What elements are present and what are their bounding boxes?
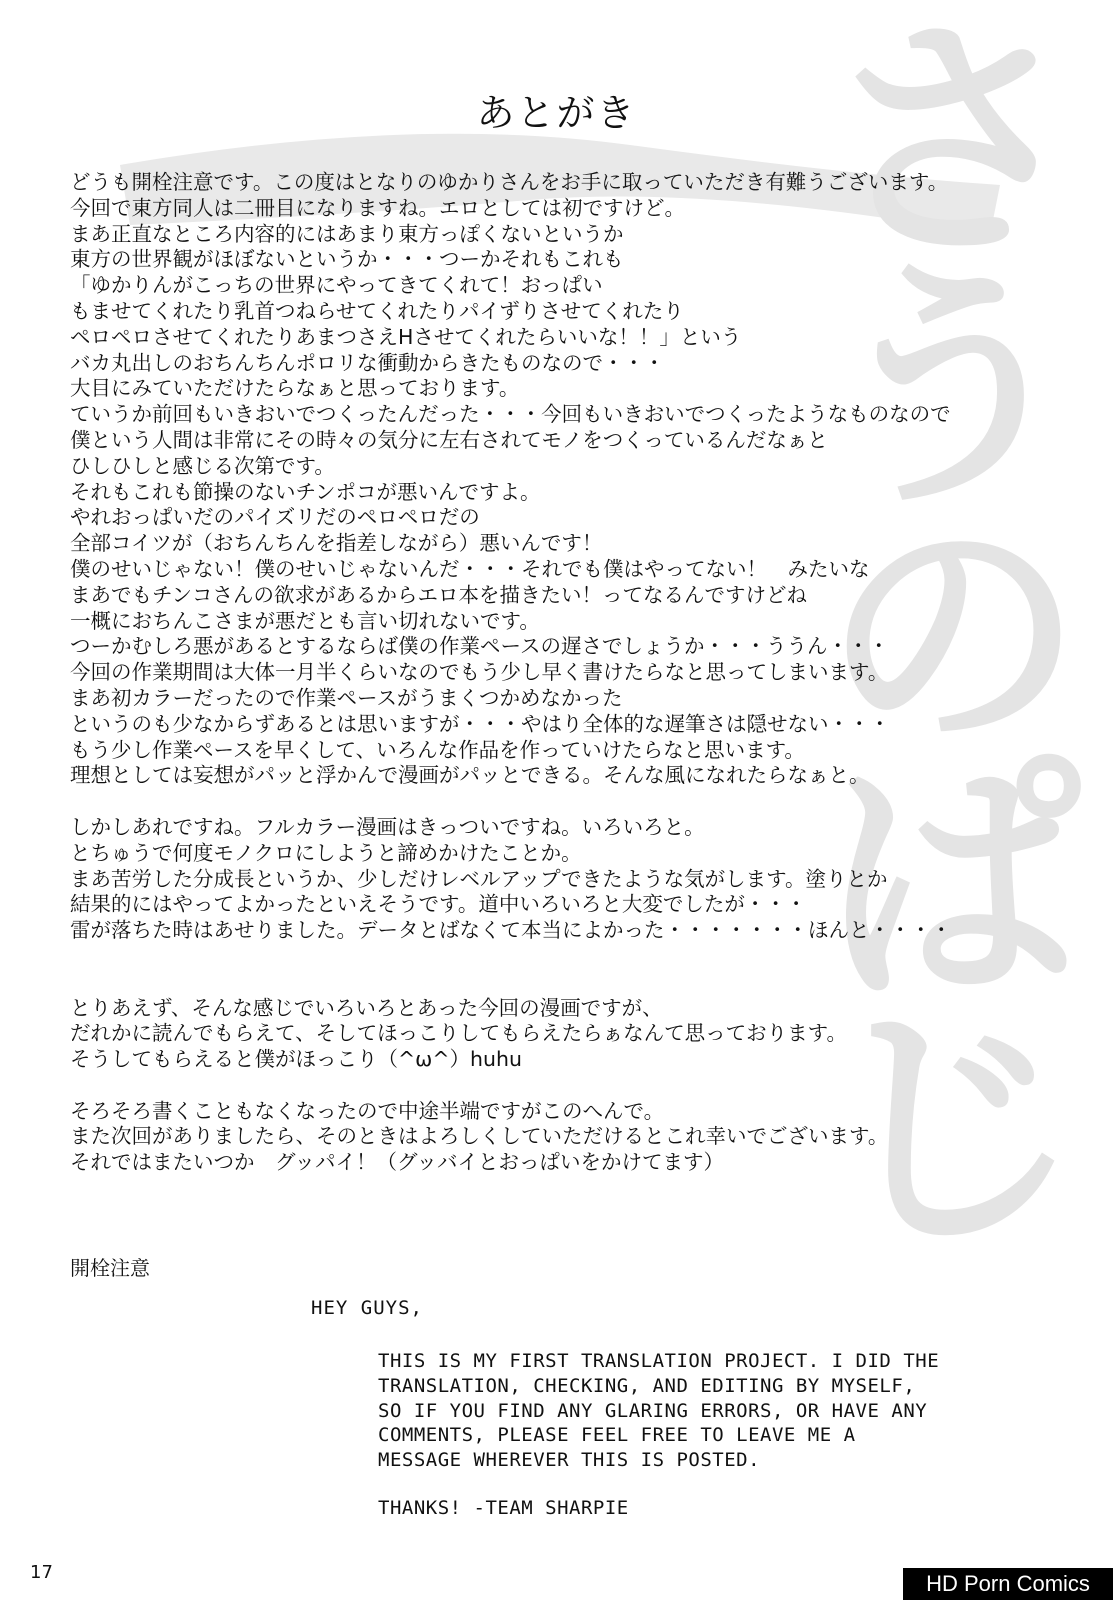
text-line: それもこれも節操のないチンポコが悪いんですよ。 xyxy=(70,479,541,504)
page-title: あとがき xyxy=(476,91,637,135)
page-number: 17 xyxy=(30,1562,53,1583)
text-line: 理想としては妄想がパッと浮かんで漫画がパッとできる。そんな風になれたらなぁと。 xyxy=(70,763,870,788)
text-line: だれかに読んでもらえて、そしてほっこりしてもらえたらぁなんて思っております。 xyxy=(70,1021,847,1046)
note-line: THIS IS MY FIRST TRANSLATION PROJECT. I DID THE xyxy=(378,1350,940,1372)
text-line: 今回で東方同人は二冊目になりますね。エロとしては初ですけど。 xyxy=(70,195,685,220)
japanese-afterword-text xyxy=(70,170,1030,1176)
text-line: とりあえず、そんな感じでいろいろとあった今回の漫画ですが、 xyxy=(70,995,663,1020)
text-line: とちゅうで何度モノクロにしようと諦めかけたことか。 xyxy=(70,840,582,865)
note-line: COMMENTS, PLEASE FEEL FREE TO LEAVE ME A xyxy=(378,1424,856,1447)
bg-glyph: の xyxy=(823,486,1083,788)
text-line: 一概におちんこさまが悪だとも言い切れないです。 xyxy=(70,608,540,633)
site-watermark: HD Porn Comics xyxy=(903,1568,1113,1600)
text-line: つーかむしろ悪があるとするならば僕の作業ペースの遅さでしょうか・・・ううん・・・ xyxy=(70,634,889,659)
text-line: また次回がありましたら、そのときはよろしくしていただけるとこれ幸いでございます。 xyxy=(70,1124,889,1149)
text-line xyxy=(70,1073,1030,1099)
text-line: そうしてもらえると僕がほっこり（^ω^）huhu xyxy=(70,1047,522,1072)
text-line: ていうか前回もいきおいでつくったんだった・・・今回もいきおいでつくったようなものなので xyxy=(70,402,951,427)
text-line: それではまたいつか グッパイ！（グッバイとおっぱいをかけてます） xyxy=(70,1150,724,1175)
text-line: 大目にみていただけたらなぁと思っております。 xyxy=(70,376,520,401)
text-line: ペロペロさせてくれたりあまつさえHさせてくれたらいいな！！」という xyxy=(70,324,742,349)
note-line: SO IF YOU FIND ANY GLARING ERRORS, OR HAVE ANY xyxy=(378,1399,928,1422)
text-line: バカ丸出しのおちんちんポロリな衝動からきたものなので・・・ xyxy=(70,350,665,375)
text-line: どうも開栓注意です。この度はとなりのゆかりさんをお手に取っていただき有難うございます。 xyxy=(70,170,949,194)
text-line: 東方の世界観がほぼないというか・・・つーかそれもこれも xyxy=(70,247,624,272)
text-line: まあ初カラーだったので作業ペースがうまくつかめなかった xyxy=(70,685,623,710)
bg-glyph: じ xyxy=(823,980,1083,1282)
text-line xyxy=(70,789,1030,815)
text-line: 僕という人間は非常にその時々の気分に左右されてモノをつくっているんだなぁと xyxy=(70,427,828,452)
text-line: 全部コイツが（おちんちんを指差しながら）悪いんです！ xyxy=(70,531,603,556)
text-line: しかしあれですね。フルカラー漫画はきっついですね。いろいろと。 xyxy=(70,814,705,839)
text-line: もう少し作業ペースを早くして、いろんな作品を作っていけたらなと思います。 xyxy=(70,737,805,762)
text-line: 結果的にはやってよかったといえそうです。道中いろいろと大変でしたが・・・ xyxy=(70,892,807,917)
text-line: まあ苦労した分成長というか、少しだけレベルアップできたような気がします。塗りとか xyxy=(70,866,888,891)
translator-thanks: THANKS! -TEAM SHARPIE xyxy=(378,1497,629,1519)
note-line: TRANSLATION, CHECKING, AND EDITING BY MYSELF, xyxy=(378,1374,916,1397)
translator-note-body xyxy=(378,1349,1058,1473)
text-line: まあ正直なところ内容的にはあまり東方っぽくないというか xyxy=(70,221,624,246)
text-line xyxy=(70,944,1030,970)
text-line: やれおっぱいだのパイズリだのペロペロだの xyxy=(70,505,480,530)
text-line: ひしひしと感じる次第です。 xyxy=(70,453,335,478)
text-line: 雷が落ちた時はあせりました。データとばなくて本当によかった・・・・・・・ほんと・・・・ xyxy=(70,918,952,943)
text-line: もませてくれたり乳首つねらせてくれたりパイずりさせてくれたり xyxy=(70,298,684,323)
text-line: まあでもチンコさんの欲求があるからエロ本を描きたい！ってなるんですけどね xyxy=(70,582,807,607)
text-line: 「ゆかりんがこっちの世界にやってきてくれて！おっぱい xyxy=(70,273,603,298)
text-line: 僕のせいじゃない！僕のせいじゃないんだ・・・それでも僕はやってない！ みたいな xyxy=(70,556,870,581)
bg-glyph: さ xyxy=(823,0,1083,294)
text-line: 今回の作業期間は大体一月半くらいなのでもう少し早く書けたらなと思ってしまいます。 xyxy=(70,660,889,685)
text-line: というのも少なからずあるとは思いますが・・・やはり全体的な遅筆さは隠せない・・・ xyxy=(70,711,890,736)
author-signature: 開栓注意 xyxy=(70,1256,150,1280)
text-line: そろそろ書くこともなくなったので中途半端ですがこのへんで。 xyxy=(70,1098,665,1123)
bg-glyph: ぱ xyxy=(823,733,1083,1035)
translator-greeting: HEY GUYS, xyxy=(311,1297,423,1319)
note-line: MESSAGE WHEREVER THIS IS POSTED. xyxy=(378,1449,761,1472)
bg-glyph: う xyxy=(823,239,1083,541)
text-line xyxy=(70,970,1030,996)
